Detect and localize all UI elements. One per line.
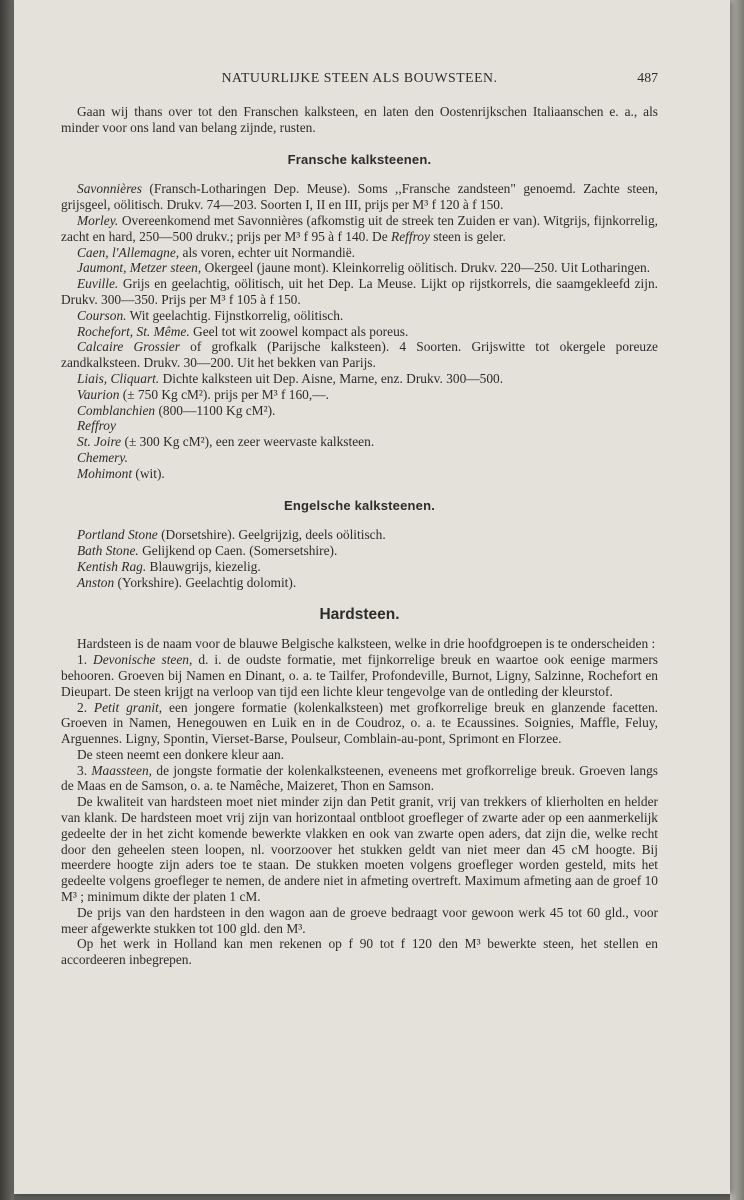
book-page-edge	[730, 0, 744, 1200]
stone-name: Chemery.	[77, 449, 128, 465]
stone-name: Rochefort, St. Même.	[77, 323, 190, 339]
stone-name: Calcaire Grossier	[77, 339, 180, 355]
list-item: St. Joire (± 300 Kg cM²), een zeer weervaste kalksteen.	[77, 434, 375, 450]
list-item: Bath Stone. Gelijkend op Caen. (Somersetshire).	[77, 543, 338, 559]
stone-name: Petit granit,	[93, 699, 163, 715]
stone-name: Savonnières	[77, 181, 142, 197]
body-paragraph: Op het werk in Holland kan men rekenen op f 90 tot f 120 den M³ bewerkte steen, het stellen en accordeeren inbegrepen.	[61, 936, 658, 968]
stone-name: Anston	[77, 574, 115, 590]
stone-name: Jaumont, Metzer steen,	[77, 260, 202, 276]
page-content	[61, 70, 658, 968]
stone-name: Bath Stone.	[77, 543, 139, 559]
list-item: 2. Petit granit, een jongere formatie (kolenkalksteen) met grofkorrelige breuk en glanzende facetten. Groeven in Namen, Henegouwen en Luik en in de Coudroz, o. a. te Ecaussines. Soignies, Maffle, Feluy, Arguennes. Ligny, Spontin, Vierset-Barse, Poulseur, Comblain-au-pont, Sprimont en Florzee.	[61, 699, 659, 747]
section-heading-french: Fransche kalksteenen.	[287, 151, 432, 167]
list-item: Euville. Grijs en geelachtig, oölitisch, uit het Dep. La Meuse. Lijkt op rijstkorrels, die saamgekleefd zijn. Drukv. 300—350. Prijs per M³ f 105 à f 150.	[61, 276, 658, 307]
list-item: Portland Stone (Dorsetshire). Geelgrijzig, deels oölitisch.	[77, 527, 386, 543]
list-item: Morley. Overeenkomend met Savonnières (afkomstig uit de streek ten Zuiden er van). Witgrijs, fijnkorrelig, zacht en hard, 250—500 drukv.; prijs per M³ f 95 à f 140. De Reffroy steen is geler.	[61, 212, 658, 244]
page-number: 487	[637, 70, 658, 85]
section-heading-hardsteen: Hardsteen.	[319, 605, 400, 623]
list-item: Mohimont (wit).	[77, 465, 165, 481]
book-binding-edge	[0, 0, 14, 1200]
stone-name: Reffroy	[391, 228, 430, 244]
list-item: 1. Devonische steen, d. i. de oudste formatie, met fijnkorrelige breuk en waartoe ook eenige marmers behooren. Groeven bij Namen en Dinant, o. a. te Tailfer, Profondeville, Burnot, Ligny, Salzinne, Rochefort en Dieupart. De steen krijgt na verloop van tijd een lichte kleur tengevolge van de ontleding der kleurstof.	[61, 652, 658, 699]
list-item: Caen, l'Allemagne, als voren, echter uit Normandië.	[77, 244, 356, 260]
book-page	[14, 0, 730, 1194]
hardsteen-note: De steen neemt een donkere kleur aan.	[77, 746, 285, 762]
list-item: Comblanchien (800—1100 Kg cM²).	[77, 402, 276, 418]
stone-name: Maassteen,	[91, 762, 153, 778]
running-title: NATUURLIJKE STEEN ALS BOUWSTEEN.	[221, 70, 498, 85]
stone-name: Mohimont	[77, 465, 133, 481]
stone-name: Comblanchien	[77, 402, 156, 418]
stone-name: Liais, Cliquart.	[77, 370, 160, 386]
stone-name: Caen, l'Allemagne,	[77, 244, 180, 260]
stone-name: Devonische steen,	[93, 652, 193, 668]
stone-name: Reffroy	[77, 418, 116, 434]
list-item: Savonnières (Fransch-Lotharingen Dep. Meuse). Soms ,,Fransche zandsteen" genoemd. Zachte steen, grijsgeel, oölitisch. Drukv. 74—203. Soorten I, II en III, prijs per M³ f 120 à f 150.	[61, 181, 658, 213]
stone-name: Morley.	[77, 212, 119, 228]
list-item: Rochefort, St. Même. Geel tot wit zoowel kompact als poreus.	[77, 323, 409, 339]
list-item: Anston (Yorkshire). Geelachtig dolomit).	[77, 574, 297, 590]
hardsteen-intro: Hardsteen is de naam voor de blauwe Belgische kalksteen, welke in drie hoofdgroepen is te onderscheiden :	[77, 636, 656, 652]
list-item	[61, 418, 658, 434]
list-item: Courson. Wit geelachtig. Fijnstkorrelig, oölitisch.	[77, 307, 344, 323]
running-header	[61, 70, 658, 90]
intro-paragraph: Gaan wij thans over tot den Franschen kalksteen, en laten den Oostenrijkschen Italiaanschen e. a., als minder voor ons land van belang zijnde, rusten.	[61, 104, 658, 135]
stone-name: Vaurion	[77, 386, 120, 402]
list-item: Vaurion (± 750 Kg cM²). prijs per M³ f 160,—.	[77, 386, 329, 402]
stone-name: Kentish Rag.	[77, 558, 147, 574]
list-item	[61, 450, 658, 466]
list-item: Calcaire Grossier of grofkalk (Parijsche kalksteen). 4 Soorten. Grijswitte tot okergele poreuze zandkalksteen. Drukv. 30—200. Uit het bekken van Parijs.	[61, 339, 658, 371]
list-item: Kentish Rag. Blauwgrijs, kiezelig.	[77, 558, 261, 574]
list-item: Liais, Cliquart. Dichte kalksteen uit Dep. Aisne, Marne, enz. Drukv. 300—500.	[77, 370, 504, 386]
stone-name: Courson.	[77, 307, 127, 323]
list-item: 3. Maassteen, de jongste formatie der kolenkalksteenen, eveneens met grofkorrelige breuk. Groeven langs de Maas en de Samson, o. a. te Namêche, Maizeret, Thon en Samson.	[61, 762, 659, 794]
stone-name: Portland Stone	[77, 527, 158, 543]
english-entries	[61, 527, 658, 590]
stone-name: Euville.	[77, 276, 119, 292]
stone-name: St. Joire	[77, 434, 122, 450]
section-heading-english: Engelsche kalksteenen.	[283, 497, 436, 513]
body-paragraph: De prijs van den hardsteen in den wagon aan de groeve bedraagt voor gewoon werk 45 tot 60 gld., voor meer afgewerkte stukken tot 100 gld. den M³.	[61, 904, 658, 936]
body-paragraph: De kwaliteit van hardsteen moet niet minder zijn dan Petit granit, vrij van trekkers of klierholten en helder van klank. De hardsteen moet vrij zijn van horizontaal ontbloot groefleger of zwarte ader op een aanmerkelijk gedeelte der in het zicht komende bewerkte vlakken en ook van zwarte open aders, dat zijn die, welke recht door den geheelen steen loopen, nl. voorzoover het stukken geldt van niet meer dan 45 cM hoogte. Bij meerdere hoogte zijn aders toe te staan. De stukken moeten volgens groefleger worden gesteld, mits het gedeelte volgens groefleger te nemen, de andere niet in afmeting overtreft. Maximum afmeting aan de groef 10 M³ ; minimum dikte der platen 1 cM.	[61, 794, 658, 905]
french-entries	[61, 181, 658, 481]
list-item: Jaumont, Metzer steen, Okergeel (jaune mont). Kleinkorrelig oölitisch. Drukv. 220—250. Uit Lotharingen.	[77, 260, 651, 276]
